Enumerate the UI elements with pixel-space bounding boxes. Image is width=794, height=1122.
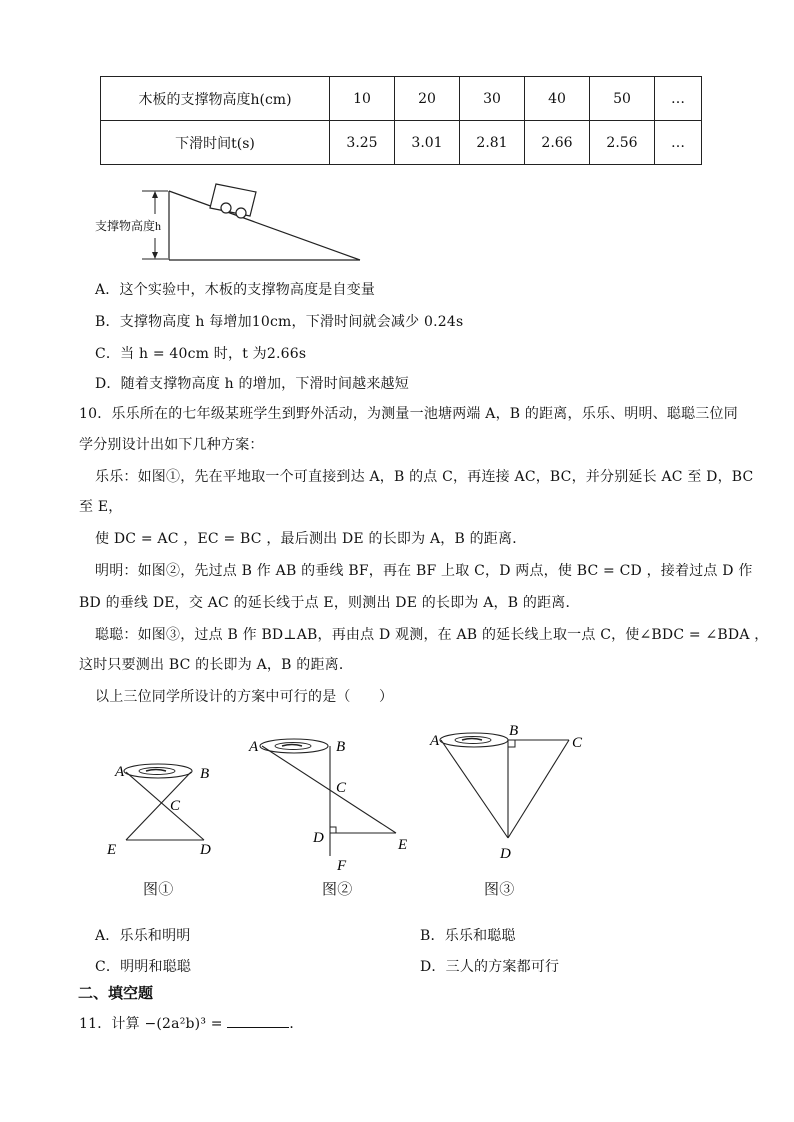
q11-line [79,1013,304,1033]
table-cell: 40 [525,77,590,121]
q10-option-b: B．乐乐和聪聪 [420,928,516,944]
table-cell: 3.25 [330,121,395,165]
q10-mingming-line1: 明明：如图②，先过点 B 作 AB 的垂线 BF，再在 BF 上取 C，D 两点，使 BC = CD ，接着过点 D 作 [95,563,753,579]
q11-suffix: ． [289,1016,304,1032]
fig3-point-d: D [500,846,511,862]
q10-question: 以上三位同学所设计的方案中可行的是（ ） [95,689,394,705]
fig1-caption: 图① [143,880,174,898]
fig1-point-e: E [107,842,117,858]
q10-stem-line2: 学分别设计出如下几种方案： [79,437,264,453]
ramp-figure [90,172,370,264]
fig2-point-f: F [337,858,347,874]
table-cell: 2.56 [590,121,655,165]
fig3-point-a: A [430,733,440,749]
fig3-point-c: C [572,735,583,751]
q9-option-a: A．这个实验中，木板的支撑物高度是自变量 [95,282,376,298]
table-cell: 2.66 [525,121,590,165]
table-cell: 2.81 [460,121,525,165]
q10-option-d: D．三人的方案都可行 [420,959,560,975]
table-cell: 30 [460,77,525,121]
fig2-point-c: C [336,780,347,796]
q11-prefix: 11．计算 −(2a²b)³ = [79,1016,223,1032]
fig2-point-d: D [313,830,324,846]
fig1-point-c: C [170,798,181,814]
q10-lele-line1: 乐乐：如图①，先在平地取一个可直接到达 A，B 的点 C，再连接 AC，BC，并分别延长 AC 至 D，BC [95,469,754,485]
q10-congcong-line2: 这时只要测出 BC 的长即为 A，B 的距离． [79,657,354,673]
data-table [100,76,702,165]
fig2-point-e: E [398,837,408,853]
table-cell: 20 [395,77,460,121]
table-cell: 10 [330,77,395,121]
q11-answer-blank[interactable] [227,1015,289,1028]
table-cell: 3.01 [395,121,460,165]
table-row [101,77,702,121]
fig1-point-d: D [200,842,211,858]
figure-2 [244,730,419,878]
fig2-caption: 图② [322,880,353,898]
q9-option-b: B．支撑物高度 h 每增加10cm，下滑时间就会减少 0.24s [95,314,464,330]
table-cell: … [655,77,702,121]
q9-option-d: D．随着支撑物高度 h 的增加，下滑时间越来越短 [95,376,409,392]
table-row-label: 木板的支撑物高度h(cm) [101,77,330,121]
figure-3 [424,720,599,868]
ramp-label: 支撑物高度h [95,219,162,233]
q10-mingming-line2: BD 的垂线 DE，交 AC 的延长线于点 E，则测出 DE 的长即为 A，B 的距离． [79,595,580,611]
figure-1 [100,752,230,862]
cart-icon [210,184,256,218]
table-cell: 50 [590,77,655,121]
fig2-point-a: A [249,739,259,755]
q10-option-a: A．乐乐和明明 [95,928,191,944]
q10-lele-line3: 使 DC = AC ，EC = BC ，最后测出 DE 的长即为 A，B 的距离． [95,531,527,547]
table-row [101,121,702,165]
q9-option-c: C．当 h = 40cm 时，t 为2.66s [95,346,307,362]
q10-option-c: C．明明和聪聪 [95,959,192,975]
q10-congcong-line1: 聪聪：如图③，过点 B 作 BD⊥AB，再由点 D 观测，在 AB 的延长线上取一点 C，使∠BDC = ∠BDA ， [95,627,769,643]
table-row-label: 下滑时间t(s) [101,121,330,165]
section-title: 二、填空题 [78,984,154,1002]
fig1-point-b: B [200,766,210,782]
fig2-point-b: B [336,739,346,755]
q10-stem-line1: 10．乐乐所在的七年级某班学生到野外活动，为测量一池塘两端 A，B 的距离，乐乐、明明、聪聪三位同 [79,406,738,422]
fig3-point-b: B [509,723,519,739]
table-cell: … [655,121,702,165]
fig1-point-a: A [115,764,125,780]
q10-lele-line2: 至 E， [79,499,123,515]
fig3-caption: 图③ [484,880,515,898]
